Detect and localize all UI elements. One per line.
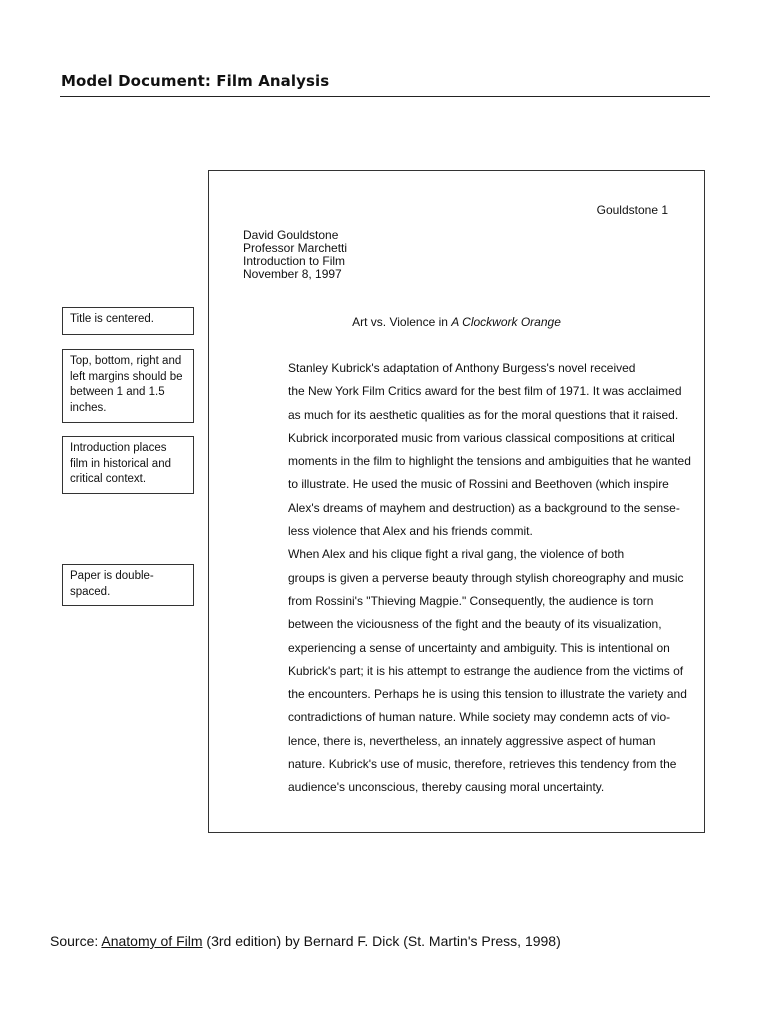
paragraph-1 (243, 357, 691, 543)
text-line: Stanley Kubrick's adaptation of Anthony Burgess's novel received (288, 361, 636, 375)
source-book-title: Anatomy of Film (101, 933, 203, 949)
course-name: Introduction to Film (243, 254, 346, 268)
text-line: When Alex and his clique fight a rival gang, the violence of both (288, 547, 625, 562)
text-line: nature. Kubrick's use of music, therefore, retrieves this tendency from the (288, 757, 677, 772)
text-line: contradictions of human nature. While society may condemn acts of vio- (288, 710, 671, 725)
essay-title-prefix: Art vs. Violence in (352, 315, 452, 329)
text-line: Kubrick incorporated music from various classical compositions at critical (288, 430, 675, 445)
note-title-centered: Title is centered. (62, 307, 194, 335)
text-line: groups is given a perverse beauty through stylish choreography and music (288, 570, 684, 585)
essay-title (209, 315, 704, 329)
source-prefix: Source: (50, 933, 102, 949)
paper-heading-block (243, 229, 347, 281)
page-header: Gouldstone 1 (596, 203, 668, 217)
author-name: David Gouldstone (243, 228, 339, 242)
note-introduction: Introduction places film in historical and critical context. (62, 436, 194, 494)
sample-paper (208, 170, 705, 833)
essay-title-film: A Clockwork Orange (451, 315, 561, 329)
text-line: between the viciousness of the fight and the beauty of its visualization, (288, 617, 662, 632)
essay-body (243, 357, 691, 800)
source-citation (50, 933, 561, 949)
text-line: from Rossini's "Thieving Magpie." Consequently, the audience is torn (288, 593, 654, 608)
text-line: the New York Film Critics award for the best film of 1971. It was acclaimed (288, 384, 682, 399)
note-double-spaced: Paper is double-spaced. (62, 564, 194, 606)
text-line: lence, there is, nevertheless, an innately aggressive aspect of human (288, 733, 656, 748)
text-line: Kubrick's part; it is his attempt to estrange the audience from the victims of (288, 663, 684, 678)
title-divider (60, 96, 710, 97)
text-line: experiencing a sense of uncertainty and ambiguity. This is intentional on (288, 640, 670, 655)
text-line: Alex's dreams of mayhem and destruction) as a background to the sense- (288, 500, 680, 515)
text-line: as much for its aesthetic qualities as for the moral questions that it raised. (288, 407, 679, 422)
source-details: (3rd edition) by Bernard F. Dick (St. Martin's Press, 1998) (202, 933, 561, 949)
text-line: to illustrate. He used the music of Rossini and Beethoven (which inspire (288, 477, 669, 492)
text-line: less violence that Alex and his friends commit. (288, 524, 533, 539)
text-line: audience's unconscious, thereby causing moral uncertainty. (288, 780, 605, 795)
paper-date: November 8, 1997 (243, 267, 342, 281)
paragraph-2 (243, 543, 687, 799)
note-margins: Top, bottom, right and left margins should be between 1 and 1.5 inches. (62, 349, 194, 423)
document-title: Model Document: Film Analysis (61, 72, 330, 90)
professor-name: Professor Marchetti (243, 241, 348, 255)
text-line: the encounters. Perhaps he is using this tension to illustrate the variety and (288, 687, 687, 702)
text-line: moments in the film to highlight the tensions and ambiguities that he wanted (288, 454, 691, 469)
